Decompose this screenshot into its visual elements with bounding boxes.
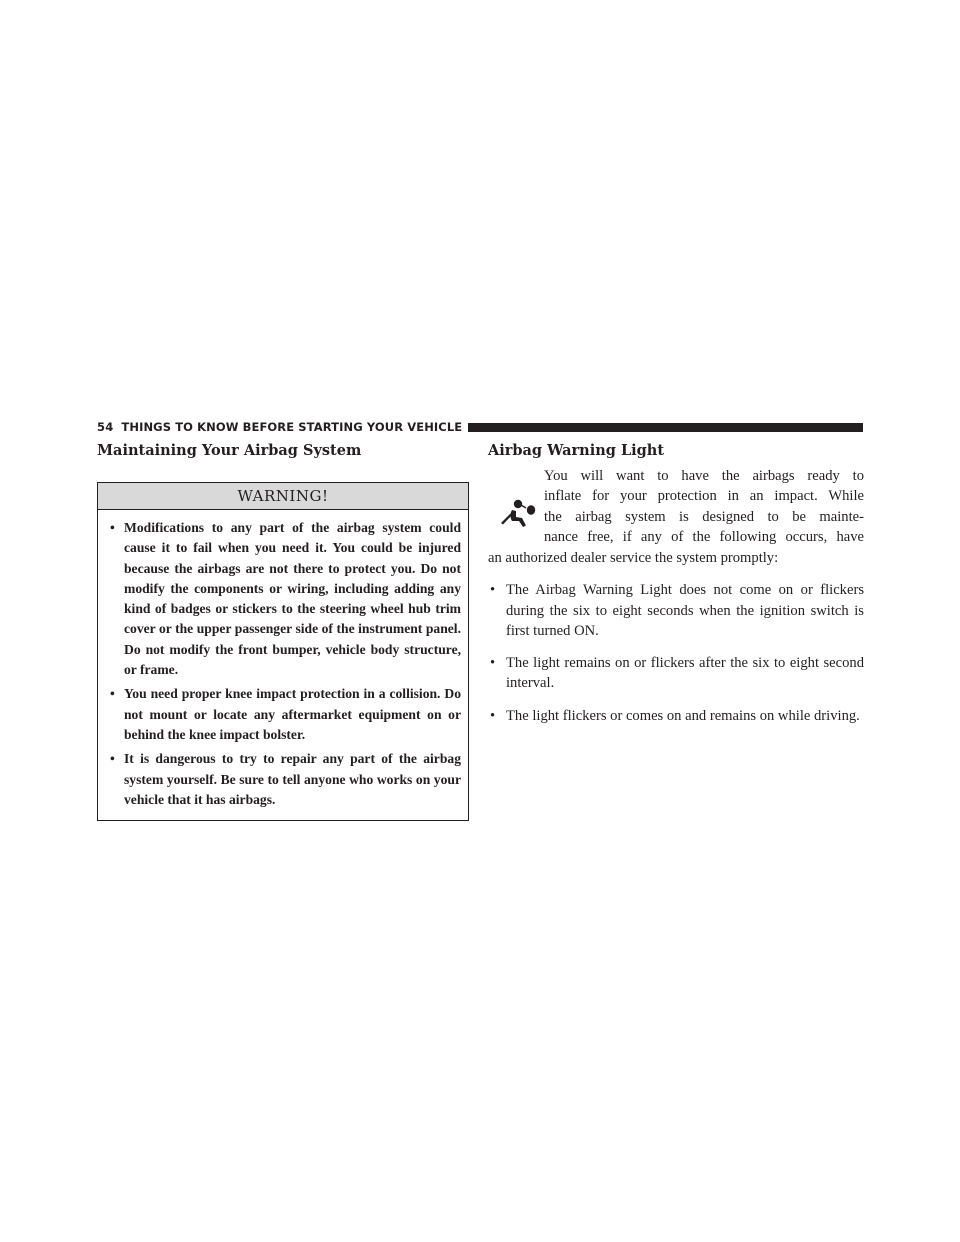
list-item (488, 580, 864, 641)
warning-title: WARNING! (98, 483, 468, 510)
intro-line: an authorized dealer service the system promptly: (488, 550, 779, 566)
list-item-text: The light flickers or comes on and remains on while driving. (506, 707, 860, 724)
warning-item (106, 518, 461, 680)
header-rule (468, 423, 863, 432)
warning-item-text: You need proper knee impact protection in a collision. Do not mount or locate any aftermarket equipment on or behind the knee impact bolster. (124, 686, 461, 742)
section-title: THINGS TO KNOW BEFORE STARTING YOUR VEHICLE (121, 420, 463, 434)
right-column (488, 440, 864, 738)
intro-line: the airbag system is designed to be mainte- (544, 508, 864, 525)
warning-item-text: It is dangerous to try to repair any part of the airbag system yourself. Be sure to tell anyone who works on your vehicle that it has airbags. (124, 751, 461, 807)
airbag-warning-icon (488, 466, 544, 548)
page-number: 54 (97, 420, 114, 434)
left-column (97, 440, 472, 821)
bullet-icon: • (110, 751, 115, 767)
warning-body (98, 510, 468, 820)
bullet-icon: • (490, 707, 496, 724)
bullet-icon: • (490, 582, 496, 599)
list-item (488, 706, 864, 726)
intro-line: inflate for your protection in an impact. While (544, 488, 864, 505)
intro-line: nance free, if any of the following occurs, have (544, 528, 864, 545)
list-item-text: The light remains on or flickers after the six to eight second interval. (506, 655, 864, 692)
list-item (488, 653, 864, 694)
bullet-icon: • (490, 655, 496, 672)
warning-item (106, 684, 461, 745)
warning-item (106, 749, 461, 810)
airbag-warning-icon-graphic (497, 499, 539, 529)
warning-light-conditions (488, 580, 864, 726)
intro-line: You will want to have the airbags ready to (544, 468, 864, 484)
bullet-icon: • (110, 686, 115, 702)
page-header (97, 419, 863, 435)
warning-box (97, 482, 469, 821)
airbag-light-intro (488, 466, 864, 568)
section-heading-airbag-light: Airbag Warning Light (488, 442, 665, 459)
warning-item-text: Modifications to any part of the airbag system could cause it to fail when you need it. You could be injured because the airbags are not there to protect you. Do not modify the components or wiring, including adding any kind of badges or stickers to the steering wheel hub trim cover or the upper passenger side of the instrument panel. Do not modify the front bumper, vehicle body structure, or frame. (124, 520, 461, 678)
section-heading-maintaining: Maintaining Your Airbag System (97, 442, 362, 459)
list-item-text: The Airbag Warning Light does not come on or flickers during the six to eight seconds when the ignition switch is first turned ON. (506, 582, 864, 639)
bullet-icon: • (110, 520, 115, 535)
